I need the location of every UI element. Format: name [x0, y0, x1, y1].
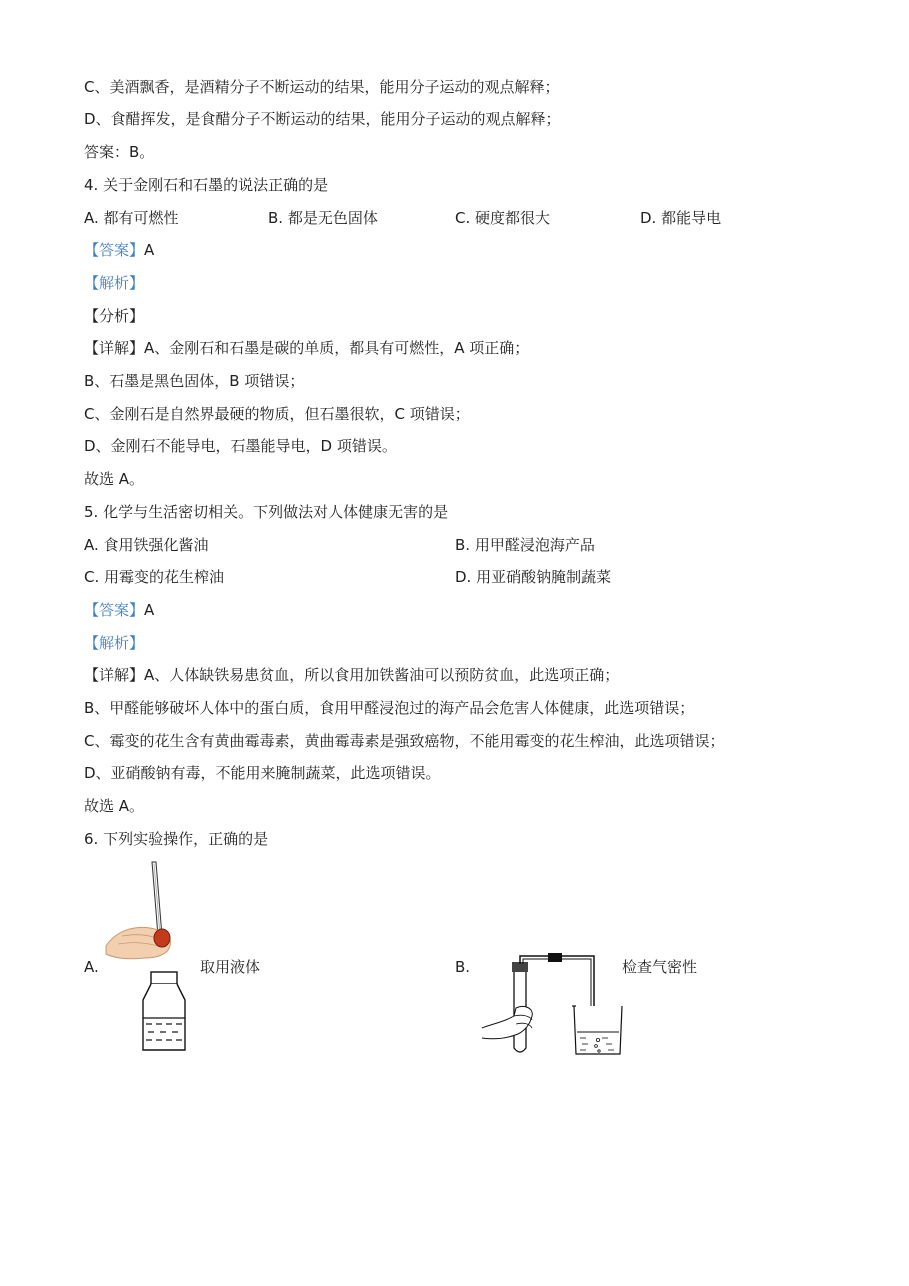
q6-option-b-caption: 检查气密性	[622, 958, 698, 976]
q4-detail-3: C、金刚石是自然界最硬的物质，但石墨很软，C 项错误；	[84, 405, 470, 423]
q5-option-c: C. 用霉变的花生榨油	[84, 568, 225, 586]
q5-stem: 5. 化学与生活密切相关。下列做法对人体健康无害的是	[84, 503, 449, 521]
q4-detail-1: 【详解】A、金刚石和石墨是碳的单质，都具有可燃性，A 项正确；	[84, 339, 530, 357]
q5-detail-1: 【详解】A、人体缺铁易患贫血，所以食用加铁酱油可以预防贫血，此选项正确；	[84, 666, 620, 684]
q4-option-c: C. 硬度都很大	[455, 209, 551, 227]
q5-answer-value: A	[144, 601, 155, 619]
q5-option-a: A. 食用铁强化酱油	[84, 536, 209, 554]
prev-option-d: D、食醋挥发，是食醋分子不断运动的结果，能用分子运动的观点解释；	[84, 110, 561, 128]
q4-answer-value: A	[144, 241, 155, 259]
q5-conclusion: 故选 A。	[84, 797, 145, 815]
prev-option-c: C、美酒飘香，是酒精分子不断运动的结果，能用分子运动的观点解释；	[84, 78, 560, 96]
dropper-bottle-figure	[100, 858, 200, 1058]
q4-answer-tag: 【答案】	[84, 241, 145, 259]
q4-answer	[84, 240, 154, 260]
prev-answer: 答案：B。	[84, 143, 155, 161]
q4-detail-4: D、金刚石不能导电，石墨能导电，D 项错误。	[84, 437, 397, 455]
q4-detail-2: B、石墨是黑色固体，B 项错误；	[84, 372, 305, 390]
q4-stem: 4. 关于金刚石和石墨的说法正确的是	[84, 176, 329, 194]
q4-option-b: B. 都是无色固体	[268, 209, 378, 227]
q4-option-d: D. 都能导电	[640, 209, 722, 227]
q4-fenxi-tag: 【分析】	[84, 307, 145, 325]
q5-detail-3: C、霉变的花生含有黄曲霉毒素，黄曲霉毒素是强致癌物，不能用霉变的花生榨油，此选项错误；	[84, 732, 725, 750]
q5-option-d: D. 用亚硝酸钠腌制蔬菜	[455, 568, 612, 586]
q5-detail-4: D、亚硝酸钠有毒，不能用来腌制蔬菜，此选项错误。	[84, 764, 441, 782]
q5-answer	[84, 600, 154, 620]
q6-option-a-letter: A.	[84, 958, 99, 976]
q6-option-b-letter: B.	[455, 958, 471, 976]
q6-option-a-caption: 取用液体	[200, 958, 261, 976]
q5-analysis-tag: 【解析】	[84, 634, 145, 652]
q6-stem: 6. 下列实验操作，正确的是	[84, 830, 269, 848]
airtightness-test-figure	[478, 950, 628, 1060]
q4-conclusion: 故选 A。	[84, 470, 145, 488]
q5-detail-2: B、甲醛能够破坏人体中的蛋白质，食用甲醛浸泡过的海产品会危害人体健康，此选项错误；	[84, 699, 695, 717]
q4-option-a: A. 都有可燃性	[84, 209, 179, 227]
q5-option-b: B. 用甲醛浸泡海产品	[455, 536, 595, 554]
q5-answer-tag: 【答案】	[84, 601, 145, 619]
q4-analysis-tag: 【解析】	[84, 274, 145, 292]
